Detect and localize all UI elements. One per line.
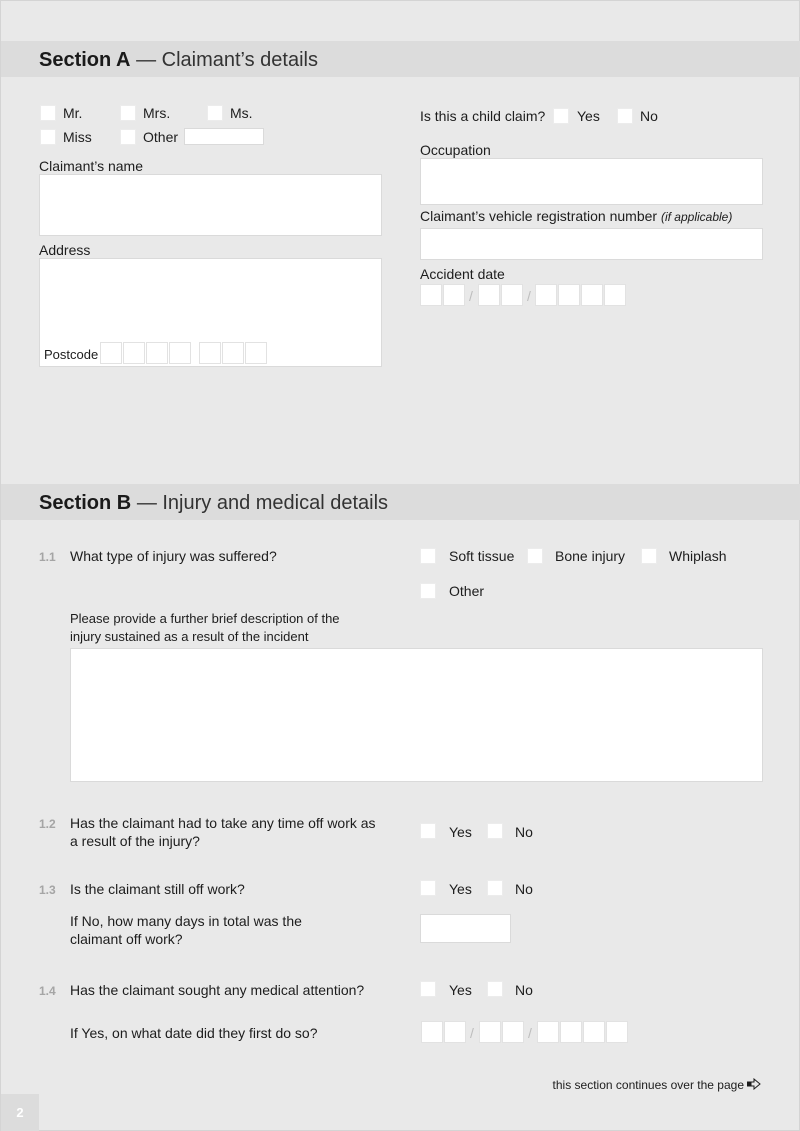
- title-other-checkbox[interactable]: [120, 129, 136, 145]
- medical-date-day-cell[interactable]: [444, 1021, 466, 1043]
- child-claim-label: Is this a child claim?: [420, 108, 546, 124]
- still-off-work-question: Is the claimant still off work?: [70, 881, 245, 897]
- days-off-field[interactable]: [420, 914, 511, 943]
- injury-soft-tissue-checkbox[interactable]: [420, 548, 436, 564]
- still-off-work-yes-checkbox[interactable]: [420, 880, 436, 896]
- time-off-no-label: No: [515, 824, 533, 840]
- vehicle-registration-field[interactable]: [420, 228, 763, 260]
- section-b-title-bold: Section B: [39, 492, 132, 514]
- injury-description-label-line2: injury sustained as a result of the incident: [70, 629, 309, 644]
- time-off-question-line1: Has the claimant had to take any time off work as: [70, 815, 376, 831]
- injury-whiplash-label: Whiplash: [669, 548, 727, 564]
- days-off-label-line1: If No, how many days in total was the: [70, 913, 302, 929]
- child-claim-no-label: No: [640, 108, 658, 124]
- still-off-work-yes-label: Yes: [449, 881, 472, 897]
- injury-bone-label: Bone injury: [555, 548, 626, 564]
- accident-date-year-cell[interactable]: [558, 284, 580, 306]
- days-off-label-line2: claimant off work?: [70, 931, 183, 947]
- accident-date-day-cell[interactable]: [443, 284, 465, 306]
- section-a-header: [1, 41, 800, 77]
- postcode-cell[interactable]: [146, 342, 168, 364]
- postcode-cell[interactable]: [169, 342, 191, 364]
- injury-type-question: What type of injury was suffered?: [70, 548, 277, 564]
- accident-date-year-cell[interactable]: [604, 284, 626, 306]
- title-other-input[interactable]: [184, 128, 264, 145]
- injury-other-label: Other: [449, 583, 485, 599]
- date-separator: /: [469, 288, 473, 304]
- question-number: 1.1: [39, 550, 56, 564]
- title-mrs-label: Mrs.: [143, 105, 171, 121]
- still-off-work-no-label: No: [515, 881, 533, 897]
- medical-attention-yes-label: Yes: [449, 982, 472, 998]
- date-separator: /: [528, 1025, 532, 1041]
- child-claim-no-checkbox[interactable]: [617, 108, 633, 124]
- title-other-label: Other: [143, 129, 179, 145]
- medical-date-year-cell[interactable]: [583, 1021, 605, 1043]
- vehicle-registration-label: [420, 207, 732, 226]
- still-off-work-no-checkbox[interactable]: [487, 880, 503, 896]
- injury-soft-tissue-label: Soft tissue: [449, 548, 515, 564]
- postcode-cell[interactable]: [222, 342, 244, 364]
- child-claim-yes-label: Yes: [577, 108, 600, 124]
- vehicle-registration-note: (if applicable): [660, 210, 733, 224]
- title-mr-label: Mr.: [63, 105, 83, 121]
- medical-date-month-cell[interactable]: [479, 1021, 501, 1043]
- accident-date-year-cell[interactable]: [581, 284, 603, 306]
- section-b-title-rest: — Injury and medical details: [136, 492, 389, 514]
- postcode-cell[interactable]: [245, 342, 267, 364]
- section-b-header: [1, 484, 800, 520]
- accident-date-month-cell[interactable]: [501, 284, 523, 306]
- time-off-yes-label: Yes: [449, 824, 472, 840]
- medical-attention-question: Has the claimant sought any medical attention?: [70, 982, 365, 998]
- title-miss-checkbox[interactable]: [40, 129, 56, 145]
- medical-date-year-cell[interactable]: [537, 1021, 559, 1043]
- page-number: 2: [1, 1094, 39, 1131]
- injury-whiplash-checkbox[interactable]: [641, 548, 657, 564]
- title-mr-checkbox[interactable]: [40, 105, 56, 121]
- section-a-title-rest: — Claimant’s details: [136, 49, 318, 71]
- section-a-title: [39, 47, 318, 73]
- accident-date-day-cell[interactable]: [420, 284, 442, 306]
- child-claim-yes-checkbox[interactable]: [553, 108, 569, 124]
- section-a-title-bold: Section A: [39, 49, 131, 71]
- medical-date-day-cell[interactable]: [421, 1021, 443, 1043]
- claimant-name-field[interactable]: [39, 174, 382, 236]
- injury-bone-checkbox[interactable]: [527, 548, 543, 564]
- medical-attention-no-label: No: [515, 982, 533, 998]
- medical-date-year-cell[interactable]: [560, 1021, 582, 1043]
- accident-date-year-cell[interactable]: [535, 284, 557, 306]
- occupation-field[interactable]: [420, 158, 763, 205]
- question-number: 1.4: [39, 984, 56, 998]
- title-ms-checkbox[interactable]: [207, 105, 223, 121]
- medical-date-month-cell[interactable]: [502, 1021, 524, 1043]
- time-off-question-line2: a result of the injury?: [70, 833, 200, 849]
- postcode-cell[interactable]: [199, 342, 221, 364]
- medical-attention-no-checkbox[interactable]: [487, 981, 503, 997]
- question-number: 1.2: [39, 817, 56, 831]
- postcode-cell[interactable]: [100, 342, 122, 364]
- title-miss-label: Miss: [63, 129, 92, 145]
- accident-date-month-cell[interactable]: [478, 284, 500, 306]
- section-b-title: [39, 490, 388, 516]
- time-off-yes-checkbox[interactable]: [420, 823, 436, 839]
- question-number: 1.3: [39, 883, 56, 897]
- accident-date-label: Accident date: [420, 266, 505, 282]
- postcode-label: Postcode: [44, 347, 99, 362]
- title-ms-label: Ms.: [230, 105, 253, 121]
- claimant-name-label: Claimant’s name: [39, 158, 144, 174]
- injury-description-field[interactable]: [70, 648, 763, 782]
- title-mrs-checkbox[interactable]: [120, 105, 136, 121]
- vehicle-registration-label-text: Claimant’s vehicle registration number: [420, 208, 658, 224]
- arrow-right-outline-icon: [747, 1078, 761, 1090]
- date-separator: /: [527, 288, 531, 304]
- date-separator: /: [470, 1025, 474, 1041]
- time-off-no-checkbox[interactable]: [487, 823, 503, 839]
- medical-date-label: If Yes, on what date did they first do so?: [70, 1025, 318, 1041]
- injury-other-checkbox[interactable]: [420, 583, 436, 599]
- continue-note: [553, 1077, 761, 1093]
- occupation-label: Occupation: [420, 142, 491, 158]
- injury-description-label-line1: Please provide a further brief description of the: [70, 611, 340, 626]
- address-label: Address: [39, 242, 91, 258]
- medical-attention-yes-checkbox[interactable]: [420, 981, 436, 997]
- postcode-cell[interactable]: [123, 342, 145, 364]
- continue-note-text: this section continues over the page: [552, 1078, 744, 1092]
- medical-date-year-cell[interactable]: [606, 1021, 628, 1043]
